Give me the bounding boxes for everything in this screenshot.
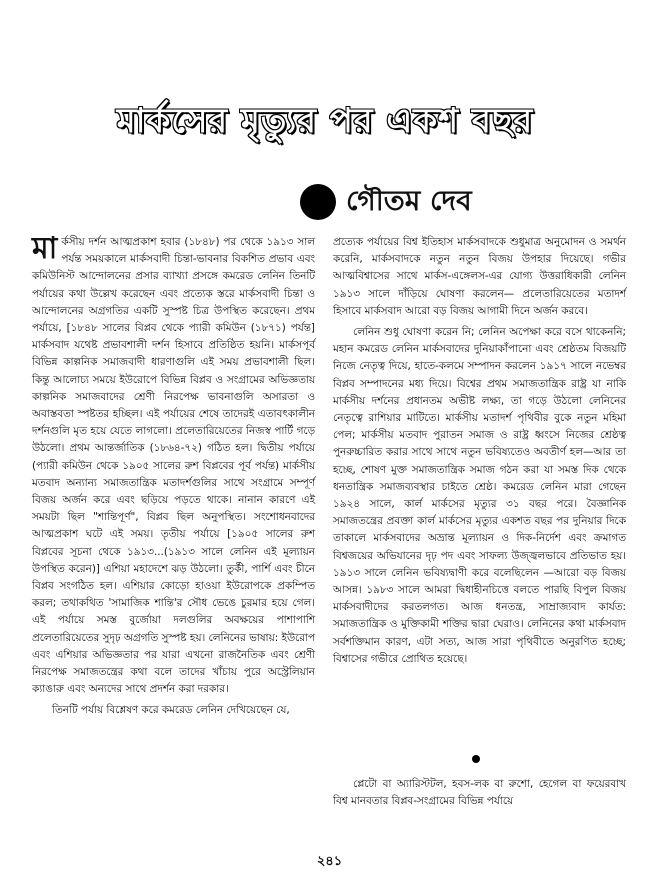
author-row [300, 180, 472, 224]
author-name: গৌতম দেব [346, 183, 472, 217]
section-separator-dot-icon [472, 755, 480, 763]
paragraph: প্লেটো বা অ্যারিস্টটল, হবস-লক বা রুশো, হেগেল বা ফয়েরবাখ বিশ্ব মানবতার বিপ্লব-সংগ্রামের বিভিন্ন পর্যায়ে [333, 778, 626, 808]
article-title: মার্কসের মৃত্যুর পর একশ বছর [116, 100, 534, 141]
drop-cap: মা [32, 231, 58, 266]
paragraph: লেনিন শুধু ঘোষণা করেন নি; লেনিন অপেক্ষা করে বসে থাকেননি; মহান কমরেড লেনিন মার্কসবাদের দুনিয়াকাঁপানো এবং শ্রেষ্ঠতম বিজয়টি নিজে নেতৃত্ব দিয়ে, হাতে-কলমে সম্পাদন করলেন ১৯১৭ সালে নভেম্বর বিপ্লব সম্পাদনের মধ্য দিয়ে। বিশ্বের প্রথম সমাজতান্ত্রিক রাষ্ট্র যা নাকি মার্কসীয় দর্শনের প্রধানতম অভীষ্ট লক্ষ্য, তা গড়ে উঠলো লেনিনের নেতৃত্বে রাশিয়ার মাটিতে। মার্কসীয় মতাদর্শ পৃথিবীর বুকে নতুন মহিমা পেল; মার্কসীয় মতবাদ পুরাতন সমাজ ও রাষ্ট্র ধ্বংসে নিজের শ্রেষ্ঠত্ব পুনরুচ্চারিত করার সাথে সাথে নতুন ভবিষ্যতেও অবতীর্ণ হল—আর তা হচ্ছে, শোষণ মুক্ত সমাজতান্ত্রিক সমাজ গঠন করা যা সমস্ত দিক থেকে ধনতান্ত্রিক সমাজব্যবস্থার চাইতে শ্রেষ্ঠ। কমরেড লেনিন মারা গেছেন ১৯২৪ সালে, কার্ল মার্কসের মৃত্যুর ৩১ বছর পরে। বৈজ্ঞানিক সমাজতন্ত্রের প্রবক্তা কার্ল মার্কসের মৃত্যুর একশত বছর পর দুনিয়ার দিকে তাকালে মার্কসবাদের অভ্রান্ত মূল্যায়ন ও দিক-নির্দেশ এবং ক্রমাগত বিশ্বজয়ের অভিযানের দৃঢ় পদ এবং সাফল্য উজ্জ্বলভাবে প্রতিভাত হয়। ১৯১৩ সালে লেনিন ভবিষ্যদ্বাণী করে বলেছিলেন —আরো বড় বিজয় আসন্ন। ১৯৮৩ সালে আমরা দ্বিধাহীনচিত্তে বলতে পারছি বিপুল বিজয় মার্কসবাদীদের করতলগত। আজ ধনতন্ত্র, সাম্রাজ্যবাদ কার্যত: সমাজতান্ত্রিক ও মুক্তিকামী শক্তির দ্বারা ঘেরাও। লেনিনের কথা মার্কসবাদ সর্বশক্তিমান কারণ, এটা সত্য, আজ সারা পৃথিবীতে অনুরণিত হচ্ছে; বিশ্বাসের গভীরে প্রোথিত হয়েছে। [333, 326, 626, 665]
page-number: ২৪১ [316, 854, 343, 869]
title-banner [52, 88, 598, 158]
paragraph: তিনটি পর্যায় বিশ্লেষণ করে কমরেড লেনিন দেখিয়েছেন যে, [52, 704, 290, 717]
left-column [32, 231, 315, 724]
paragraph: প্রত্যেক পর্যায়ের বিশ্ব ইতিহাস মার্কসবাদকে শুধুমাত্র অনুমোদন ও সমর্থন করেনি, মার্কসবাদকে নতুন নতুন বিজয় উপহার দিয়েছে। গভীর আত্মবিশ্বাসের সাথে মার্কস-এঙ্গেলস-এর যোগ্য উত্তরাধিকারী লেনিন ১৯১৩ সালে দাঁড়িয়ে ঘোষণা করলেন— প্রলেতারিয়েতের মতাদর্শ হিসাবে মার্কসবাদ আরো বড় বিজয় আগামী দিনে অর্জন করবে। [333, 236, 626, 317]
paragraph-text: র্কসীয় দর্শন আত্মপ্রকাশ হবার (১৮৪৮) পর থেকে ১৯১৩ সাল পর্যন্ত সময়কালে মার্কসবাদী চিন্তা-ভাবনার বিকশিত প্রভাব এবং কমিউনিস্ট আন্দোলনের প্রসার ব্যাখ্যা প্রসঙ্গে কমরেড লেনিন তিনটি পর্যায়ের কথা উল্লেখ করেছেন এবং প্রত্যেক স্তরে মার্কসবাদী চিন্তা ও আন্দোলনের অগ্রগতির একটি সুস্পষ্ট চিত্র উপস্থিত করেছেন। প্রথম পর্যায়ে, [১৮৪৮ সালের বিপ্লব থেকে প্যারী কমিউন (১৮৭১) পর্যন্ত] মার্কসবাদ যথেষ্ট প্রভাবশালী দর্শন হিসাবে প্রতিষ্ঠিত হয়নি। মার্কসপূর্ব বিভিন্ন কাল্পনিক সমাজবাদী ধারণাগুলি এই সময় প্রভাবশালী ছিল। কিন্তু আলোচ্য সময়ে ইউরোপে বিভিন্ন বিপ্লব ও সংগ্রামের অভিজ্ঞতায় কাল্পনিক সমাজবাদের শ্রেণী নিরপেক্ষ ভাবনাগুলি অসারতা ও অবাস্তবতা স্পষ্টতর হচ্ছিল। এই পর্যায়ের শেষে তাদেরই এতাবৎকালীন দর্শনগুলি মৃত হয়ে যেতে লাগলো। প্রলেতারিয়েতের নিজস্ব পার্টি গড়ে উঠলো। প্রথম আন্তর্জাতিক (১৮৬৪-৭২) গঠিত হল। দ্বিতীয় পর্যায়ে (প্যারী কমিউন থেকে ১৯০৫ সালের রুশ বিপ্লবের পূর্ব পর্যন্ত) মার্কসীয় মতবাদ অন্যান্য সমাজতান্ত্রিক মতাদর্শগুলির সাথে সংগ্রামে সম্পূর্ণ বিজয় অর্জন করে এবং ছড়িয়ে পড়তে থাকে। নানান কারণে এই সময়টা ছিল "শান্তিপূর্ণ", বিপ্লব ছিল অনুপস্থিত। সংশোধনবাদের আত্মপ্রকাশ ঘটে এই সময়। তৃতীয় পর্যায়ে [১৯০৫ সালের রুশ বিপ্লবের সূচনা থেকে ১৯১৩...(১৯১৩ সালে লেনিন এই মূল্যায়ন উপস্থিত করেন)] এশিয়া মহাদেশে ঝড় উঠলো। তুর্কী, পার্শি এবং চীনে বিপ্লব সংগঠিত হল। এশিয়ার কোড়ো হাওয়া ইউরোপকে প্রকম্পিত করল; তথাকথিত 'সামাজিক শান্তি'র সৌধ ভেঙে চুরমার হয়ে গেল। এই পর্যায়ে সমস্ত বুর্জোয়া দলগুলির অবক্ষয়ের পাশাপাশি প্রলেতারিয়েতের সুদৃঢ় অগ্রগতি সুস্পষ্ট হয়। লেনিনের ভাষায়: ইউরোপ এবং এশিয়ার অভিজ্ঞতার পর যারা এখনো রাজনৈতিক এবং শ্রেণী নিরপেক্ষ সমাজতন্ত্রের কথা বলে তাদের খাঁচায় পুরে অস্ট্রেলিয়ান ক্যাঙারু এবং অন্যদের সাথে প্রদর্শন করা দরকার। [32, 236, 315, 696]
paragraph [32, 231, 315, 698]
bullet-dot-icon [300, 184, 336, 220]
right-column [333, 234, 626, 672]
right-column-continued [333, 776, 626, 810]
